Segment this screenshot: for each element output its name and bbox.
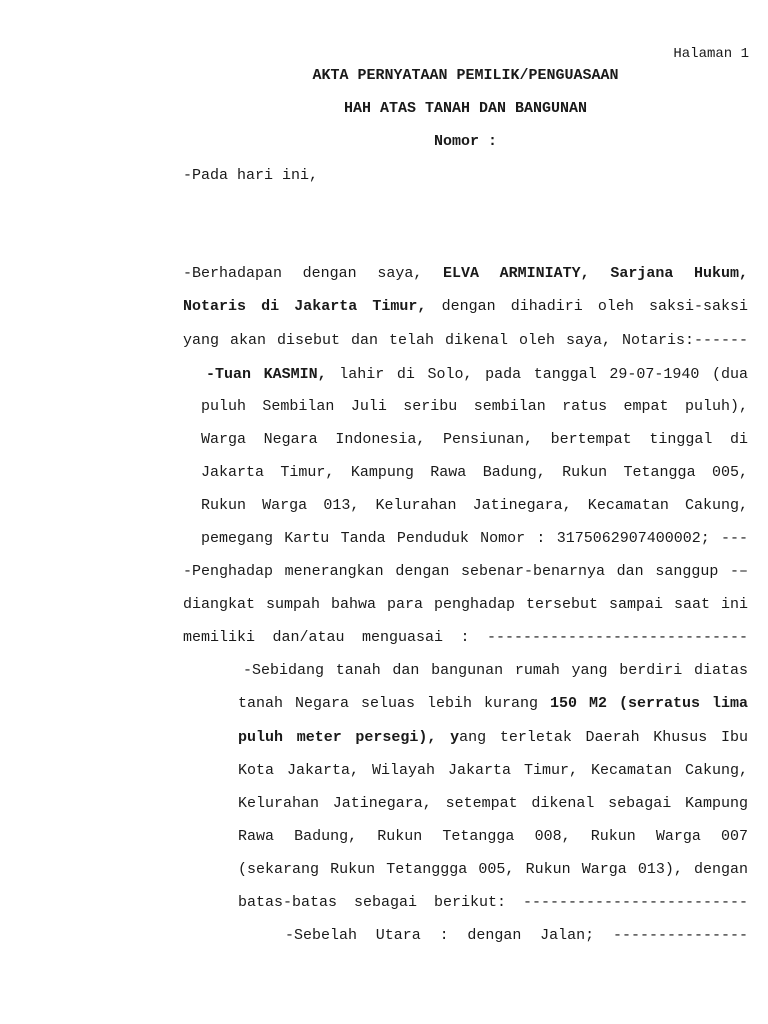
opening-line: -Pada hari ini, — [183, 167, 319, 184]
statement-line-3: memiliki dan/atau menguasai : ----------------------------- — [183, 629, 748, 646]
deed-number-label: Nomor : — [433, 133, 497, 150]
appearance-text: dengan dihadiri oleh saksi-saksi — [441, 298, 748, 315]
property-line-1: -Sebidang tanah dan bangunan rumah yang berdiri diatas — [243, 662, 748, 679]
party-line-6: pemegang Kartu Tanda Penduduk Nomor : 3175062907400002; --- — [201, 530, 748, 547]
appearance-text: -Berhadapan dengan saya, — [183, 265, 423, 282]
property-text: ang terletak Daerah Khusus Ibu — [459, 729, 748, 746]
page-number: Halaman 1 — [673, 46, 749, 62]
statement-line-1: -Penghadap menerangkan dengan sebenar-benarnya dan sanggup -– — [183, 563, 748, 580]
property-line-2 — [238, 694, 748, 714]
deed-subtitle: HAH ATAS TANAH DAN BANGUNAN — [343, 100, 588, 117]
property-line-7: (sekarang Rukun Tetanggga 005, Rukun Warga 013), dengan — [238, 861, 748, 878]
property-area: 150 M2 (serratus lima — [550, 695, 748, 712]
party-name: -Tuan KASMIN, — [206, 366, 327, 383]
party-line-1 — [206, 365, 748, 385]
appearance-line-1 — [183, 264, 748, 284]
party-line-4: Jakarta Timur, Kampung Rawa Badung, Rukun Tetangga 005, — [201, 464, 748, 481]
party-line-5: Rukun Warga 013, Kelurahan Jatinegara, Kecamatan Cakung, — [201, 497, 748, 514]
party-line-3: Warga Negara Indonesia, Pensiunan, bertempat tinggal di — [201, 431, 748, 448]
appearance-line-3: yang akan disebut dan telah dikenal oleh saya, Notaris:------ — [183, 332, 748, 349]
deed-title: AKTA PERNYATAAN PEMILIK/PENGUASAAN — [312, 67, 619, 84]
property-line-3 — [238, 728, 748, 748]
property-line-8: batas-batas sebagai berikut: ------------------------- — [238, 894, 748, 911]
notary-name: ELVA ARMINIATY, Sarjana Hukum, — [443, 265, 748, 282]
property-line-4: Kota Jakarta, Wilayah Jakarta Timur, Kecamatan Cakung, — [238, 762, 748, 779]
appearance-line-2 — [183, 297, 748, 317]
border-north-line: -Sebelah Utara : dengan Jalan; --------------- — [285, 927, 748, 944]
statement-line-2: diangkat sumpah bahwa para penghadap tersebut sampai saat ini — [183, 596, 748, 613]
property-area-cont: puluh meter persegi), y — [238, 729, 460, 746]
property-line-5: Kelurahan Jatinegara, setempat dikenal sebagai Kampung — [238, 795, 748, 812]
property-text: tanah Negara seluas lebih kurang — [238, 695, 538, 712]
notary-title: Notaris di Jakarta Timur, — [183, 298, 427, 315]
property-line-6: Rawa Badung, Rukun Tetangga 008, Rukun Warga 007 — [238, 828, 748, 845]
party-text: lahir di Solo, pada tanggal 29-07-1940 (dua — [339, 366, 748, 383]
party-line-2: puluh Sembilan Juli seribu sembilan ratus empat puluh), — [201, 398, 748, 415]
